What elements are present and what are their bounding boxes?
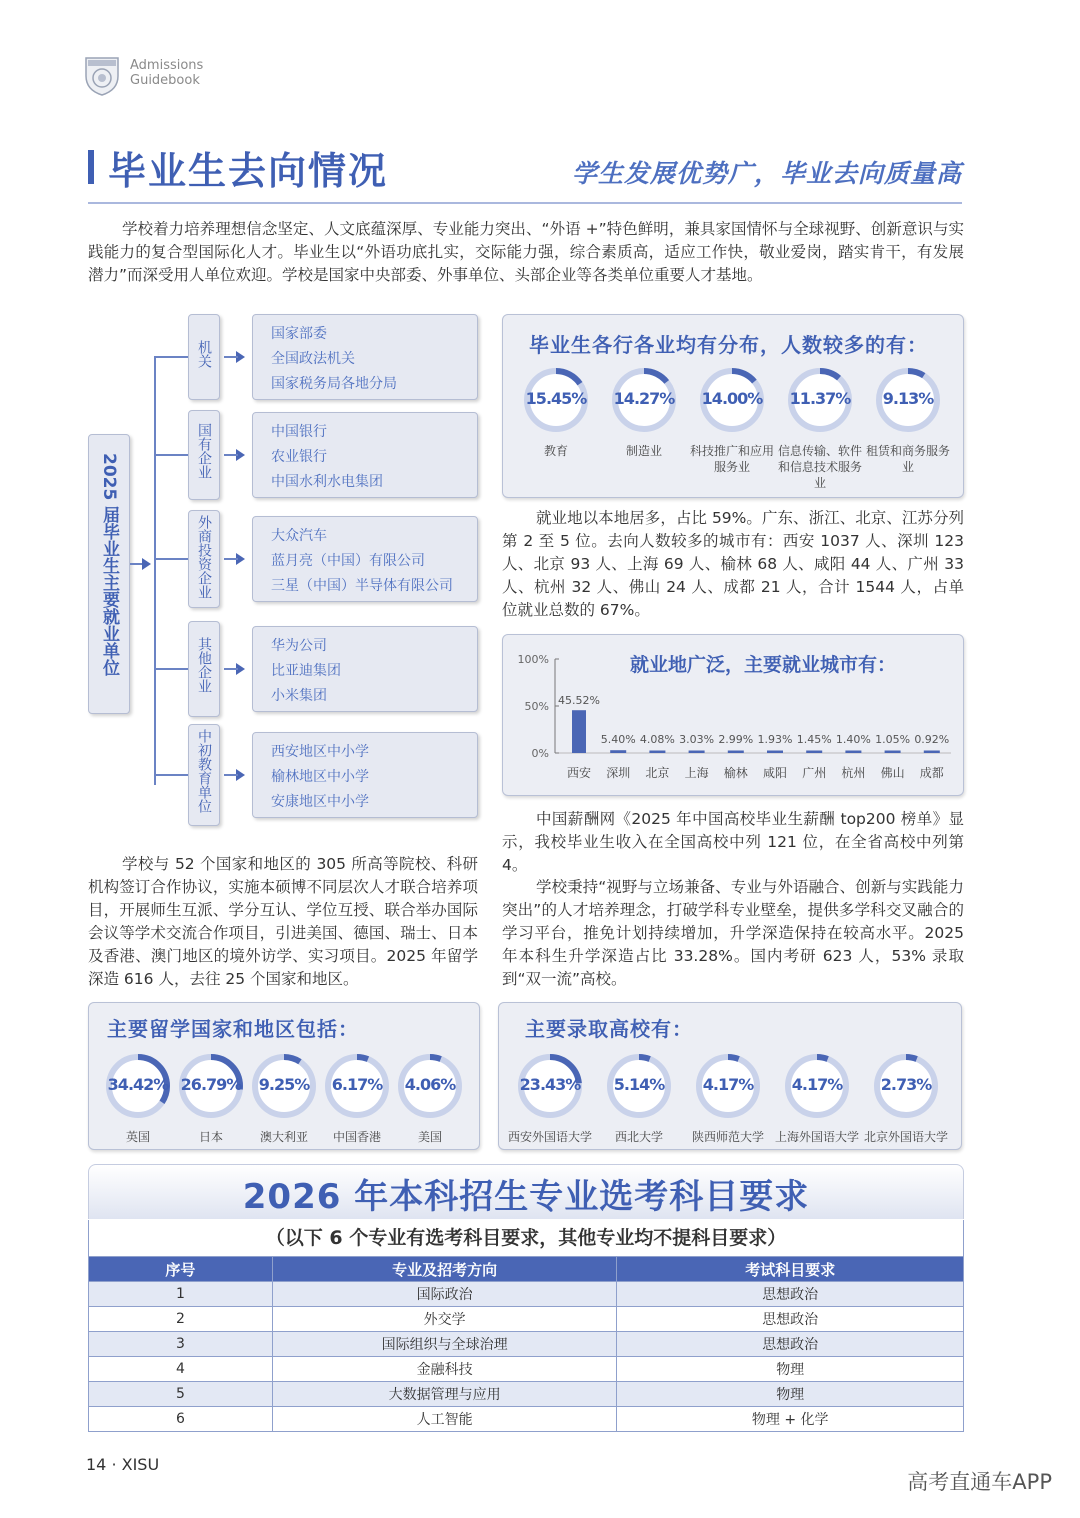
employer-item: 小米集团 [271, 688, 327, 704]
city-bar-chart [503, 635, 963, 795]
ring-value: 4.17% [791, 1075, 843, 1094]
table-cell: 3 [89, 1332, 273, 1357]
employer-item: 安康地区中小学 [271, 794, 369, 810]
x-tick-label: 广州 [802, 766, 827, 780]
column-header: 序号 [89, 1257, 273, 1282]
bar [767, 751, 783, 754]
table-cell: 金融科技 [272, 1357, 617, 1382]
employer-item: 全国政法机关 [271, 351, 355, 367]
data-label: 1.45% [796, 733, 832, 746]
column-header: 专业及招考方向 [272, 1257, 617, 1282]
tree-branch [224, 774, 238, 776]
data-label: 1.40% [835, 733, 871, 746]
employer-category [188, 724, 220, 826]
page-title: 毕业生去向情况 [108, 149, 389, 193]
employer-item: 三星（中国）半导体有限公司 [271, 578, 453, 594]
tree-branch [224, 558, 238, 560]
ring-gauge [611, 367, 677, 433]
brand-line-2: Guidebook [130, 73, 200, 88]
table-cell: 思想政治 [617, 1332, 964, 1357]
bar [610, 750, 626, 753]
ring-label: 教育 [543, 444, 568, 458]
employer-category [188, 621, 220, 717]
employer-item: 蓝月亮（中国）有限公司 [271, 553, 425, 569]
header-divider [88, 202, 962, 204]
admit-panel-title: 主要录取高校有： [525, 1017, 693, 1041]
employer-item: 国家部委 [271, 326, 327, 342]
bar [649, 751, 665, 754]
employer-item: 西安地区中小学 [271, 744, 369, 760]
data-label: 0.92% [914, 733, 950, 746]
employer-list [252, 314, 478, 400]
employer-item: 比亚迪集团 [271, 663, 341, 679]
ring-gauge [873, 1053, 939, 1119]
bar [728, 751, 744, 754]
employer-category [188, 314, 220, 400]
ring-value: 4.17% [702, 1075, 754, 1094]
tree-branch [224, 668, 238, 670]
ring-value: 14.00% [701, 389, 763, 408]
ring-gauge [695, 1053, 761, 1119]
x-tick-label: 成都 [919, 766, 944, 780]
app-watermark: 高考直通车APP [907, 1470, 1052, 1494]
page-slogan: 学生发展优势广，毕业去向质量高 [571, 159, 962, 188]
x-tick-label: 上海 [684, 766, 709, 780]
x-tick-label: 咸阳 [762, 766, 788, 780]
tree-branch [154, 356, 188, 358]
bar [924, 751, 940, 754]
ring-label: 制造业 [625, 444, 662, 458]
bar [885, 751, 901, 754]
ring-value: 14.27% [613, 389, 675, 408]
ring-gauge [784, 1053, 850, 1119]
ring-label: 北京外国语大学 [863, 1130, 948, 1144]
ring-value: 11.37% [789, 389, 851, 408]
ring-label: 英国 [125, 1130, 150, 1144]
employer-item: 大众汽车 [271, 528, 327, 544]
x-tick-label: 杭州 [841, 766, 866, 780]
ring-gauge [787, 367, 853, 433]
employer-list [252, 732, 478, 818]
requirements-table-body [89, 1282, 964, 1432]
y-tick-label: 0% [531, 747, 549, 760]
table-cell: 2 [89, 1307, 273, 1332]
employer-category [188, 410, 220, 500]
x-tick-label: 深圳 [606, 766, 631, 780]
ring-value: 15.45% [525, 389, 587, 408]
tree-arrow-icon [142, 558, 151, 570]
table-cell: 5 [89, 1382, 273, 1407]
x-tick-label: 西安 [566, 766, 592, 780]
ring-value: 6.17% [331, 1075, 383, 1094]
ring-label: 陕西师范大学 [691, 1130, 764, 1144]
data-label: 1.05% [875, 733, 911, 746]
employer-tree-root-label: 2025 届毕业生主要就业单位 [99, 453, 119, 677]
table-cell: 物理 [617, 1382, 964, 1407]
table-cell: 物理 [617, 1357, 964, 1382]
employer-category-label: 机关 [196, 340, 212, 368]
employer-tree-root [88, 434, 130, 714]
employer-category-label: 其他企业 [196, 637, 212, 693]
x-tick-label: 榆林 [723, 766, 748, 780]
tree-branch [154, 454, 188, 456]
y-tick-label: 100% [517, 653, 549, 666]
table-cell: 国际组织与全球治理 [272, 1332, 617, 1357]
bar [845, 751, 861, 754]
brand-line-1: Admissions [130, 58, 204, 73]
tree-branch [154, 668, 188, 670]
ring-value: 23.43% [519, 1075, 581, 1094]
ring-gauge [105, 1053, 171, 1119]
salary-paragraph: 中国薪酬网《2025 年中国高校毕业生薪酬 top200 榜单》显示，我校毕业生收入在全国高校中列 121 位，在全省高校中列第 4。 [502, 810, 964, 874]
ring-gauge [523, 367, 589, 433]
ring-label: 日本 [198, 1130, 223, 1144]
table-row [89, 1407, 964, 1432]
employer-list [252, 626, 478, 712]
employer-item: 中国银行 [271, 424, 327, 440]
ring-label: 澳大利亚 [259, 1130, 308, 1144]
page-number: 14 · XISU [86, 1455, 160, 1474]
ring-gauge [251, 1053, 317, 1119]
ring-value: 4.06% [404, 1075, 456, 1094]
tree-trunk [154, 357, 156, 785]
bar [806, 751, 822, 754]
table-row [89, 1357, 964, 1382]
brand-text [130, 58, 203, 88]
requirements-table [88, 1256, 964, 1432]
university-logo-icon [84, 52, 120, 96]
tree-branch [154, 558, 188, 560]
ring-gauge [517, 1053, 583, 1119]
employer-item: 榆林地区中小学 [271, 769, 369, 785]
table-row [89, 1307, 964, 1332]
ring-label: 美国 [417, 1130, 442, 1144]
employer-item: 国家税务局各地分局 [271, 376, 397, 392]
table-cell: 1 [89, 1282, 273, 1307]
abroad-panel [88, 1002, 480, 1150]
ring-gauge [178, 1053, 244, 1119]
table-row [89, 1382, 964, 1407]
further-study-paragraph: 学校秉持“视野与立场兼备、专业与外语融合、创新与实践能力突出”的人才培养理念，打破学科专业壁垒，提供多学科交叉融合的学习平台，推免计划持续增加，升学深造保持在较高水平。2025 年本科生升学深造占比 33.28%。国内考研 623 人，53% 录取到“双一流”高校。 [502, 878, 964, 988]
employer-category-label: 中初教育单位 [196, 729, 212, 813]
employer-category-label: 国有企业 [196, 423, 212, 479]
tree-branch [154, 774, 188, 776]
requirements-note: （以下 6 个专业有选考科目要求，其他专业均不提科目要求） [88, 1220, 964, 1256]
industry-panel-title: 毕业生各行各业均有分布，人数较多的有： [529, 333, 928, 357]
ring-label: 上海外国语大学 [774, 1130, 859, 1144]
employer-item: 中国水利水电集团 [271, 474, 383, 490]
data-label: 45.52% [558, 694, 600, 708]
intro-paragraph: 学校着力培养理想信念坚定、人文底蕴深厚、专业能力突出、“外语 +”特色鲜明，兼具家国情怀与全球视野、创新意识与实践能力的复合型国际化人才。毕业生以“外语功底扎实，交际能力强，综合素质高，适应工作快，敬业爱岗，踏实肯干，有发展潜力”而深受用人单位欢迎。学校是国家中央部委、外事单位、头部企业等各类单位重要人才基地。 [88, 220, 964, 284]
ring-value: 9.25% [258, 1075, 310, 1094]
employer-item: 华为公司 [271, 638, 327, 654]
bar [572, 710, 586, 753]
employer-category [188, 510, 220, 608]
ring-label: 中国香港 [332, 1130, 381, 1144]
data-label: 2.99% [718, 733, 754, 746]
table-cell: 6 [89, 1407, 273, 1432]
employer-item: 农业银行 [271, 449, 327, 465]
data-label: 1.93% [757, 733, 793, 746]
ring-gauge [875, 367, 941, 433]
ring-label: 西安外国语大学 [507, 1130, 592, 1144]
table-header-row [89, 1257, 964, 1282]
ring-gauge [699, 367, 765, 433]
ring-gauge [606, 1053, 672, 1119]
table-row [89, 1332, 964, 1357]
data-label: 4.08% [639, 733, 675, 746]
city-chart-panel [502, 634, 964, 796]
table-cell: 人工智能 [272, 1407, 617, 1432]
ring-label: 租赁和商务服务业 [866, 444, 951, 474]
title-accent-bar [88, 150, 94, 184]
table-cell: 大数据管理与应用 [272, 1382, 617, 1407]
ring-value: 9.13% [882, 389, 934, 408]
employer-category-label: 外商投资企业 [196, 515, 212, 599]
column-header: 考试科目要求 [617, 1257, 964, 1282]
data-label: 3.03% [679, 733, 715, 746]
admit-panel [498, 1002, 962, 1150]
table-cell: 物理 + 化学 [617, 1407, 964, 1432]
table-cell: 国际政治 [272, 1282, 617, 1307]
table-cell: 外交学 [272, 1307, 617, 1332]
ring-value: 34.42% [107, 1075, 169, 1094]
ring-gauge [397, 1053, 463, 1119]
employer-list [252, 516, 478, 602]
ring-gauge [324, 1053, 390, 1119]
ring-value: 26.79% [180, 1075, 242, 1094]
table-row [89, 1282, 964, 1307]
tree-branch [224, 356, 238, 358]
location-paragraph: 就业地以本地居多，占比 59%。广东、浙江、北京、江苏分列第 2 至 5 位。去向人数较多的城市有：西安 1037 人、深圳 123 人、北京 93 人、上海 69 人、榆林 68 人、咸阳 44 人、广州 33 人、杭州 32 人、佛山 24 人、成都 21 人，合计 1544 人，占单位就业总数的 67%。 [502, 509, 964, 619]
table-cell: 思想政治 [617, 1282, 964, 1307]
employer-list [252, 412, 478, 498]
data-label: 5.40% [600, 733, 636, 746]
bar [689, 751, 705, 754]
ring-value: 5.14% [613, 1075, 665, 1094]
requirements-title: 2026 年本科招生专业选考科目要求 [242, 1177, 810, 1217]
x-tick-label: 北京 [645, 766, 670, 780]
abroad-panel-title: 主要留学国家和地区包括： [107, 1017, 359, 1041]
y-tick-label: 50% [524, 700, 549, 713]
chart-title: 就业地广泛，主要就业城市有： [629, 654, 897, 676]
table-cell: 4 [89, 1357, 273, 1382]
ring-value: 2.73% [880, 1075, 932, 1094]
industry-panel [502, 314, 964, 498]
tree-branch [224, 454, 238, 456]
ring-label: 信息传输、软件和信息技术服务业 [778, 444, 863, 490]
table-cell: 思想政治 [617, 1307, 964, 1332]
ring-label: 西北大学 [614, 1130, 663, 1144]
x-tick-label: 佛山 [880, 766, 905, 780]
ring-label: 科技推广和应用服务业 [690, 444, 775, 474]
exchange-paragraph: 学校与 52 个国家和地区的 305 所高等院校、科研机构签订合作协议，实施本硕博不同层次人才联合培养项目，开展师生互派、学分互认、学位互授、联合举办国际会议等学术交流合作项目，引进美国、德国、瑞士、日本及香港、澳门地区的境外访学、实习项目。2025 年留学深造 616 人，去往 25 个国家和地区。 [88, 855, 478, 988]
requirements-banner [88, 1164, 964, 1219]
